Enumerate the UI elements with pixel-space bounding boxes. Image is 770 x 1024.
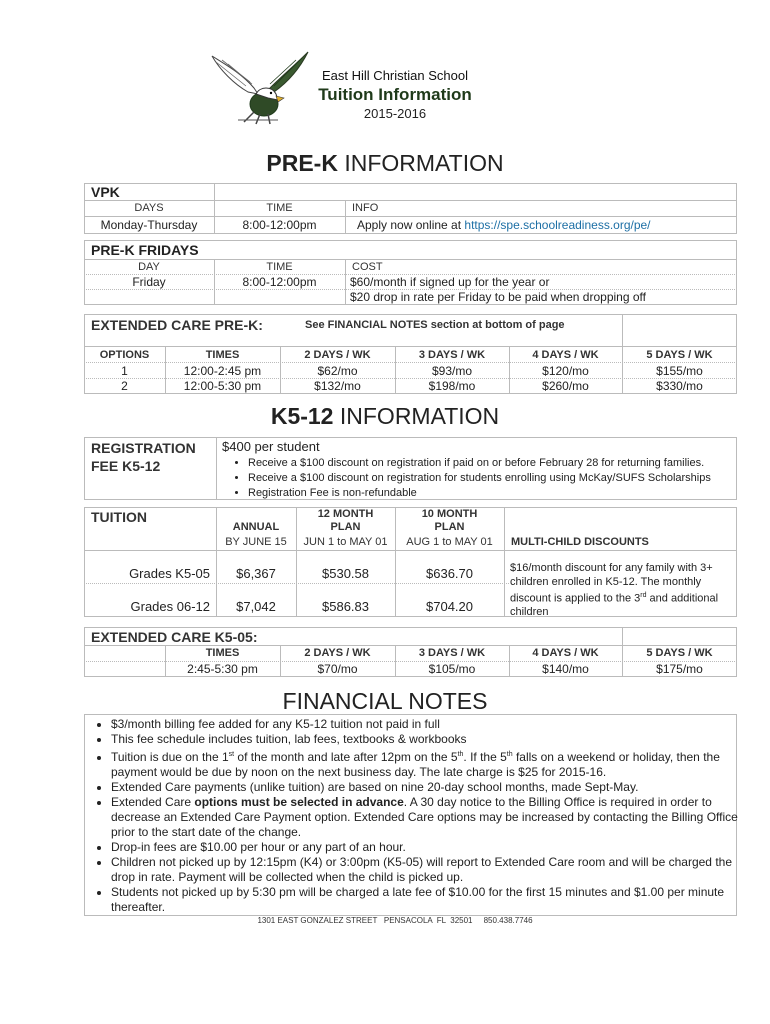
registration-bullets	[218, 456, 763, 501]
tuition-12month: $586.83	[322, 599, 369, 614]
list-item: • Receive a $100 discount on registration if paid on or before February 28 for returning families.	[248, 456, 763, 471]
ext-prek-2days: $132/mo	[314, 379, 361, 393]
ext-prek-header-5days: 5 DAYS / WK	[646, 349, 713, 361]
ext-prek-times: 12:00-5:30 pm	[183, 379, 262, 393]
ext-k5-5days: $175/mo	[656, 662, 703, 676]
fridays-day-value: Friday	[132, 275, 166, 289]
tuition-annual-sub: BY JUNE 15	[225, 536, 287, 548]
fridays-time-value: 8:00-12:00pm	[242, 275, 317, 289]
registration-fee: $400 per student	[222, 439, 320, 454]
tuition-10month-sub: AUG 1 to MAY 01	[406, 536, 493, 548]
multi-child-discount-text: $16/month discount for any family with 3+ children enrolled in K5-12. The monthly discount is applied to the 3rd and additional children	[510, 562, 719, 619]
vpk-days-value: Monday-Thursday	[100, 218, 198, 232]
ext-prek-2days: $62/mo	[317, 364, 358, 378]
ext-k5-header-5days: 5 DAYS / WK	[646, 647, 713, 659]
list-item: • Registration Fee is non-refundable	[248, 486, 763, 501]
list-item: • Extended Care payments (unlike tuition) are based on nine 20-day school months, made Sept-May.	[111, 780, 751, 795]
k5-heading: K5-12 INFORMATION	[270, 403, 500, 429]
eagle-logo	[208, 48, 312, 126]
vpk-time-header: TIME	[266, 202, 293, 214]
ext-prek-times: 12:00-2:45 pm	[183, 364, 262, 378]
ext-prek-5days: $155/mo	[656, 364, 703, 378]
tuition-12month-header: 12 MONTH PLAN	[317, 508, 374, 533]
list-item: • This fee schedule includes tuition, lab fees, textbooks & workbooks	[111, 732, 751, 747]
fridays-cost-line1: $60/month if signed up for the year or	[350, 275, 550, 289]
vpk-time-value: 8:00-12:00pm	[242, 218, 317, 232]
ext-k5-4days: $140/mo	[542, 662, 589, 676]
vpk-days-header: DAYS	[134, 202, 164, 214]
fridays-day-header: DAY	[138, 261, 160, 273]
tuition-12month-sub: JUN 1 to MAY 01	[303, 536, 388, 548]
document-title: Tuition Information	[318, 85, 472, 104]
ext-prek-header-3days: 3 DAYS / WK	[418, 349, 486, 361]
tuition-12month: $530.58	[322, 566, 369, 581]
ext-k5-header-2days: 2 DAYS / WK	[304, 647, 371, 659]
tuition-grade: Grades 06-12	[130, 599, 210, 614]
tuition-label: TUITION	[91, 509, 147, 525]
fridays-cost-line2: $20 drop in rate per Friday to be paid when dropping off	[350, 290, 646, 304]
tuition-grade: Grades K5-05	[129, 566, 210, 581]
extended-care-prek-label: EXTENDED CARE PRE-K:	[91, 317, 263, 333]
prek-heading: PRE-K INFORMATION	[266, 150, 504, 176]
ext-prek-header-times: TIMES	[205, 349, 240, 361]
fridays-cost-header: COST	[352, 261, 383, 273]
ext-k5-3days: $105/mo	[428, 662, 476, 676]
ext-k5-header-times: TIMES	[205, 647, 240, 659]
extended-care-k5-label: EXTENDED CARE K5-05:	[91, 629, 258, 645]
ext-prek-header-2days: 2 DAYS / WK	[304, 349, 371, 361]
tuition-10month: $636.70	[426, 566, 473, 581]
ext-prek-header-4days: 4 DAYS / WK	[532, 349, 599, 361]
tuition-10month: $704.20	[426, 599, 473, 614]
list-item: • Drop-in fees are $10.00 per hour or any part of an hour.	[111, 840, 751, 855]
ext-k5-2days: $70/mo	[317, 662, 358, 676]
list-item: • Children not picked up by 12:15pm (K4) or 3:00pm (K5-05) will report to Extended Care room and will be charged the drop in rate. Payment will be collected when the child is picked up.	[111, 855, 751, 885]
vpk-info-header: INFO	[352, 202, 379, 214]
list-item: • Students not picked up by 5:30 pm will be charged a late fee of $10.00 for the first 15 minutes and $1.00 per minute thereafter.	[111, 885, 751, 915]
ext-prek-3days: $198/mo	[428, 379, 476, 393]
ext-prek-4days: $260/mo	[542, 379, 589, 393]
ext-prek-option: 2	[121, 379, 128, 393]
list-item: • $3/month billing fee added for any K5-12 tuition not paid in full	[111, 717, 751, 732]
ext-prek-5days: $330/mo	[656, 379, 703, 393]
ext-k5-times: 2:45-5:30 pm	[187, 662, 258, 676]
vpk-apply-link[interactable]: https://spe.schoolreadiness.org/pe/	[464, 218, 651, 232]
school-name: East Hill Christian School	[322, 68, 468, 83]
school-year: 2015-2016	[363, 106, 427, 121]
ext-k5-header-3days: 3 DAYS / WK	[418, 647, 486, 659]
vpk-info-value: Apply now online at https://spe.schoolreadiness.org/pe/	[357, 218, 651, 232]
ext-prek-header-options: OPTIONS	[99, 349, 150, 361]
tuition-10month-header: 10 MONTH PLAN	[421, 508, 478, 533]
ext-prek-option: 1	[121, 364, 128, 378]
ext-k5-header-4days: 4 DAYS / WK	[532, 647, 599, 659]
financial-notes-heading: FINANCIAL NOTES	[282, 688, 488, 714]
list-item: • Tuition is due on the 1st of the month and late after 12pm on the 5th. If the 5th falls on a weekend or holiday, then the payment would be due by noon on the next business day. The late charge is $25 for 2015-16.	[111, 747, 751, 780]
tuition-annual-header: ANNUAL	[232, 521, 280, 533]
registration-label: REGISTRATION FEE K5-12	[91, 440, 196, 474]
tuition-annual: $7,042	[236, 599, 276, 614]
tuition-annual: $6,367	[236, 566, 276, 581]
financial-notes-list	[89, 717, 751, 915]
extended-care-prek-note: See FINANCIAL NOTES section at bottom of page	[305, 319, 565, 331]
fridays-time-header: TIME	[266, 261, 293, 273]
ext-prek-3days: $93/mo	[431, 364, 473, 378]
prek-fridays-label: PRE-K FRIDAYS	[91, 242, 199, 258]
vpk-label: VPK	[91, 184, 120, 200]
multi-child-header: MULTI-CHILD DISCOUNTS	[511, 536, 649, 548]
footer-address: 1301 EAST GONZALEZ STREET PENSACOLA FL 32501 850.438.7746	[257, 916, 533, 925]
list-item: • Extended Care options must be selected in advance. A 30 day notice to the Billing Office is required in order to decrease an Extended Care Payment option. Extended Care options may be increased by contacting the Billing Office prior to the start date of the change.	[111, 795, 751, 840]
list-item: • Receive a $100 discount on registration for students enrolling using McKay/SUFS Scholarships	[248, 471, 763, 486]
ext-prek-4days: $120/mo	[542, 364, 589, 378]
